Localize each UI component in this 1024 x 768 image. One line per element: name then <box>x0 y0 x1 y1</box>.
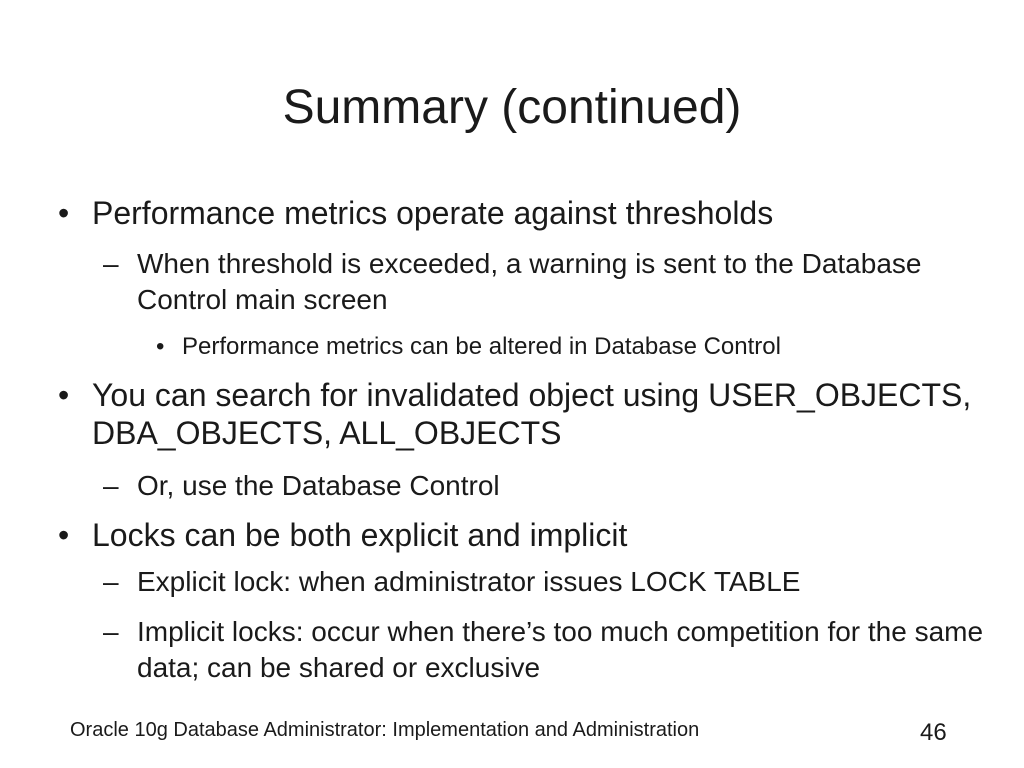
bullet-text: Or, use the Database Control <box>137 470 500 501</box>
slide-footer: Oracle 10g Database Administrator: Implementation and Administration <box>70 719 700 741</box>
bullet-level-2 <box>103 614 987 686</box>
bullet-level-2 <box>103 564 987 600</box>
bullet-text: Performance metrics operate against thresholds <box>92 195 774 231</box>
dash-marker: – <box>103 616 119 647</box>
dash-marker: – <box>103 566 119 597</box>
bullet-text: Explicit lock: when administrator issues LOCK TABLE <box>137 566 801 597</box>
bullet-marker: • <box>156 333 165 360</box>
bullet-text: Performance metrics can be altered in Database Control <box>182 333 781 360</box>
bullet-text: When threshold is exceeded, a warning is sent to the Database Control main screen <box>137 248 922 315</box>
dash-marker: – <box>103 470 119 501</box>
bullet-marker: • <box>58 517 70 553</box>
slide-title: Summary (continued) <box>282 81 742 134</box>
bullet-level-1 <box>58 194 952 232</box>
bullet-text: Locks can be both explicit and implicit <box>92 517 628 553</box>
bullet-level-3 <box>156 332 982 362</box>
bullet-text: You can search for invalidated object using USER_OBJECTS, DBA_OBJECTS, ALL_OBJECTS <box>92 377 972 451</box>
bullet-marker: • <box>58 195 70 231</box>
bullet-level-2 <box>103 246 967 318</box>
page-number: 46 <box>920 719 947 746</box>
bullet-level-2 <box>103 468 967 504</box>
bullet-level-1 <box>58 516 952 554</box>
bullet-text: Implicit locks: occur when there’s too much competition for the same data; can be shared or exclusive <box>137 616 984 683</box>
bullet-level-1 <box>58 376 992 452</box>
dash-marker: – <box>103 248 119 279</box>
bullet-marker: • <box>58 377 70 413</box>
